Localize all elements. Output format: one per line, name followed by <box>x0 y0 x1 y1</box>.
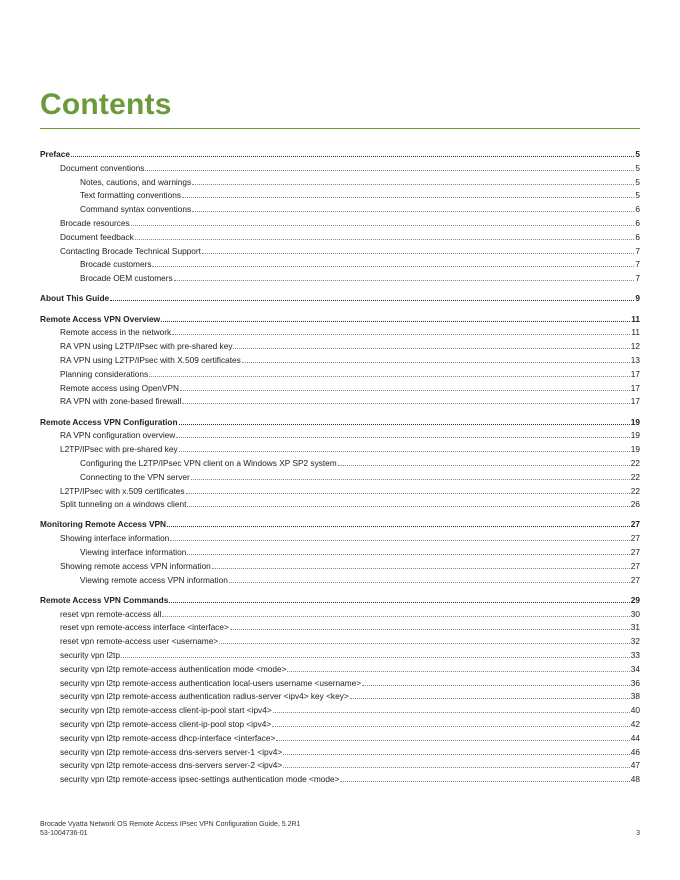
toc-entry[interactable] <box>40 217 640 231</box>
toc-entry[interactable] <box>40 443 640 457</box>
toc-entry[interactable] <box>40 649 640 663</box>
footer-part-number: 53-1004736-01 <box>40 829 88 837</box>
toc-dot-leader <box>192 205 634 212</box>
toc-entry[interactable] <box>40 485 640 499</box>
toc-entry[interactable] <box>40 574 640 588</box>
toc-page-number: 36 <box>630 677 640 688</box>
toc-dot-leader <box>186 487 630 494</box>
toc-entry-title: Remote access using OpenVPN <box>60 382 179 393</box>
toc-entry[interactable] <box>40 162 640 176</box>
toc-entry[interactable] <box>40 189 640 203</box>
toc-dot-leader <box>170 534 629 541</box>
toc-dot-leader <box>179 445 630 452</box>
toc-entry-title: Command syntax conventions <box>80 204 192 215</box>
toc-page-number: 11 <box>631 327 640 338</box>
toc-dot-leader <box>161 315 630 322</box>
toc-dot-leader <box>338 459 630 466</box>
toc-entry[interactable] <box>40 395 640 409</box>
toc-page-number: 27 <box>630 547 640 558</box>
toc-dot-leader <box>179 418 630 425</box>
toc-entry-title: Configuring the L2TP/IPsec VPN client on a Windows XP SP2 system <box>80 457 337 468</box>
toc-dot-leader <box>229 576 630 583</box>
toc-page-number: 34 <box>630 663 640 674</box>
toc-page-number: 19 <box>630 416 640 427</box>
toc-entry[interactable] <box>40 498 640 512</box>
toc-page-number: 22 <box>630 471 640 482</box>
toc-page-number: 9 <box>635 293 640 304</box>
toc-entry-title: reset vpn remote-access user <username> <box>60 636 219 647</box>
toc-page-number: 27 <box>630 574 640 585</box>
toc-entry-title: Brocade customers <box>80 259 152 270</box>
toc-page-number: 48 <box>630 774 640 785</box>
toc-entry-title: Viewing interface information <box>80 547 187 558</box>
toc-entry-title: security vpn l2tp remote-access dns-servers server-2 <ipv4> <box>60 760 283 771</box>
toc-entry[interactable] <box>40 532 640 546</box>
toc-entry[interactable] <box>40 773 640 787</box>
toc-dot-leader <box>152 260 634 267</box>
page-footer <box>40 821 640 838</box>
toc-dot-leader <box>149 370 630 377</box>
toc-page-number: 17 <box>630 368 640 379</box>
toc-page-number: 27 <box>630 533 640 544</box>
toc-dot-leader <box>212 562 630 569</box>
toc-dot-leader <box>340 775 629 782</box>
toc-entry[interactable] <box>40 258 640 272</box>
toc-dot-leader <box>162 610 629 617</box>
toc-entry[interactable] <box>40 340 640 354</box>
toc-entry-title: Document feedback <box>60 231 134 242</box>
toc-page-number: 5 <box>635 149 640 159</box>
toc-entry[interactable] <box>40 457 640 471</box>
toc-entry[interactable] <box>40 546 640 560</box>
toc-page-number: 44 <box>630 732 640 743</box>
toc-page-number: 7 <box>635 245 640 256</box>
toc-page-number: 29 <box>630 594 640 605</box>
title-rule <box>40 128 640 129</box>
toc-entry-title: security vpn l2tp remote-access authentication mode <mode> <box>60 663 287 674</box>
toc-entry[interactable] <box>40 231 640 245</box>
toc-dot-leader <box>182 397 629 404</box>
toc-entry-title: security vpn l2tp remote-access client-ip-pool start <ipv4> <box>60 705 272 716</box>
toc-page-number: 22 <box>630 485 640 496</box>
toc-entry-title: security vpn l2tp <box>60 650 120 661</box>
toc-entry[interactable] <box>40 635 640 649</box>
footer-document-title: Brocade Vyatta Network OS Remote Access IPsec VPN Configuration Guide, 5.2R1 <box>40 821 301 828</box>
toc-dot-leader <box>191 473 630 480</box>
toc-chapter-entry[interactable] <box>40 313 640 327</box>
toc-page-number: 22 <box>630 457 640 468</box>
toc-entry-title: security vpn l2tp remote-access authentication local-users username <username> <box>60 677 362 688</box>
toc-dot-leader <box>283 748 630 755</box>
toc-entry-title: Remote Access VPN Commands <box>40 594 169 605</box>
toc-entry[interactable] <box>40 176 640 190</box>
toc-entry[interactable] <box>40 471 640 485</box>
toc-dot-leader <box>182 191 634 198</box>
toc-entry[interactable] <box>40 759 640 773</box>
toc-entry[interactable] <box>40 746 640 760</box>
toc-page-number: 40 <box>630 705 640 716</box>
toc-entry[interactable] <box>40 718 640 732</box>
toc-entry-title: security vpn l2tp remote-access client-ip-pool stop <ipv4> <box>60 719 272 730</box>
toc-dot-leader <box>174 274 634 281</box>
toc-dot-leader <box>233 342 629 349</box>
toc-entry-title: security vpn l2tp remote-access dns-servers server-1 <ipv4> <box>60 746 283 757</box>
toc-dot-leader <box>276 734 629 741</box>
toc-entry[interactable] <box>40 272 640 286</box>
toc-dot-leader <box>131 219 634 226</box>
toc-dot-leader <box>172 328 630 335</box>
toc-page-number: 17 <box>630 396 640 407</box>
toc-entry-title: Brocade OEM customers <box>80 273 173 284</box>
toc-page-number: 6 <box>635 204 640 215</box>
toc-chapter-entry[interactable] <box>40 594 640 608</box>
toc-entry-title: Remote Access VPN Overview <box>40 313 161 324</box>
page-title: Contents <box>40 88 172 121</box>
toc-entry[interactable] <box>40 621 640 635</box>
toc-page-number: 6 <box>635 231 640 242</box>
toc-entry-title: Notes, cautions, and warnings <box>80 176 192 187</box>
toc-entry-title: Contacting Brocade Technical Support <box>60 245 201 256</box>
toc-dot-leader <box>272 720 630 727</box>
toc-dot-leader <box>192 178 634 185</box>
toc-dot-leader <box>219 637 630 644</box>
toc-entry-title: security vpn l2tp remote-access ipsec-settings authentication mode <mode> <box>60 774 340 785</box>
toc-dot-leader <box>350 692 630 699</box>
toc-entry-title: RA VPN with zone-based firewall <box>60 396 182 407</box>
toc-dot-leader <box>287 665 629 672</box>
toc-page-number: 12 <box>630 341 640 352</box>
toc-page-number: 5 <box>635 190 640 201</box>
toc-entry[interactable] <box>40 382 640 396</box>
toc-entry-title: Document conventions <box>60 162 145 173</box>
toc-entry-title: Brocade resources <box>60 217 130 228</box>
toc-chapter-entry[interactable] <box>40 518 640 532</box>
toc-entry-title: reset vpn remote-access interface <interface> <box>60 622 229 633</box>
toc-entry[interactable] <box>40 354 640 368</box>
toc-entry-title: security vpn l2tp remote-access dhcp-interface <interface> <box>60 732 276 743</box>
toc-entry-title: security vpn l2tp remote-access authentication radius-server <ipv4> key <key> <box>60 691 349 702</box>
toc-dot-leader <box>110 294 634 301</box>
toc-dot-leader <box>169 596 629 603</box>
toc-page-number: 31 <box>630 622 640 633</box>
toc-chapter-entry[interactable] <box>40 292 640 306</box>
toc-entry[interactable] <box>40 203 640 217</box>
toc-entry-title: RA VPN using L2TP/IPsec with pre-shared key <box>60 341 233 352</box>
toc-entry[interactable] <box>40 326 640 340</box>
toc-entry-title: Remote access in the network <box>60 327 172 338</box>
toc-dot-leader <box>187 500 629 507</box>
toc-dot-leader <box>242 356 630 363</box>
toc-entry-title: Text formatting conventions <box>80 190 181 201</box>
toc-entry[interactable] <box>40 245 640 259</box>
toc-chapter-entry[interactable] <box>40 148 640 162</box>
toc-dot-leader <box>135 233 634 240</box>
toc-page-number: 30 <box>630 608 640 619</box>
toc-entry-title: reset vpn remote-access all <box>60 608 162 619</box>
toc-page-number: 33 <box>630 650 640 661</box>
toc-entry-title: RA VPN using L2TP/IPsec with X.509 certificates <box>60 354 241 365</box>
toc-entry[interactable] <box>40 560 640 574</box>
toc-page-number: 46 <box>630 746 640 757</box>
toc-page-number: 32 <box>630 636 640 647</box>
toc-page-number: 17 <box>630 382 640 393</box>
toc-page-number: 13 <box>630 354 640 365</box>
toc-entry[interactable] <box>40 368 640 382</box>
toc-dot-leader <box>145 164 634 171</box>
toc-dot-leader <box>202 247 634 254</box>
toc-page-number: 27 <box>630 560 640 571</box>
toc-dot-leader <box>187 548 629 555</box>
toc-chapter-entry[interactable] <box>40 416 640 430</box>
toc-dot-leader <box>230 623 630 630</box>
toc-dot-leader <box>180 384 630 391</box>
toc-dot-leader <box>273 706 630 713</box>
toc-page-number: 7 <box>635 273 640 284</box>
toc-page-number: 7 <box>635 259 640 270</box>
toc-page-number: 42 <box>630 719 640 730</box>
toc-entry[interactable] <box>40 732 640 746</box>
toc-entry-title: Showing remote access VPN information <box>60 560 211 571</box>
toc-entry-title: RA VPN configuration overview <box>60 430 176 441</box>
toc-page-number: 5 <box>635 176 640 187</box>
toc-page-number: 26 <box>630 499 640 510</box>
toc-entry-title: Preface <box>40 149 70 159</box>
toc-entry-title: About This Guide <box>40 293 110 304</box>
toc-dot-leader <box>71 150 634 157</box>
toc-entry-title: Split tunneling on a windows client <box>60 499 187 510</box>
toc-entry[interactable] <box>40 704 640 718</box>
toc-entry-title: Monitoring Remote Access VPN <box>40 519 167 530</box>
toc-dot-leader <box>121 651 630 658</box>
footer-page-number: 3 <box>636 829 640 837</box>
toc-entry-title: Planning considerations <box>60 368 149 379</box>
toc-entry-title: Connecting to the VPN server <box>80 471 190 482</box>
toc-dot-leader <box>283 761 630 768</box>
toc-page-number: 11 <box>631 313 640 324</box>
toc-dot-leader <box>176 431 629 438</box>
toc-entry-title: Remote Access VPN Configuration <box>40 416 178 427</box>
toc-entry-title: L2TP/IPsec with x.509 certificates <box>60 485 185 496</box>
toc-entry-title: Viewing remote access VPN information <box>80 574 228 585</box>
toc-entry[interactable] <box>40 663 640 677</box>
toc-entry[interactable] <box>40 677 640 691</box>
toc-page-number: 38 <box>630 691 640 702</box>
toc-page-number: 19 <box>630 430 640 441</box>
toc-entry[interactable] <box>40 608 640 622</box>
toc-page-number: 19 <box>630 444 640 455</box>
toc-dot-leader <box>362 679 630 686</box>
toc-page-number: 27 <box>630 519 640 530</box>
toc-page-number: 5 <box>635 162 640 173</box>
toc-entry-title: Showing interface information <box>60 533 170 544</box>
toc-entry[interactable] <box>40 690 640 704</box>
table-of-contents <box>40 148 640 787</box>
toc-entry-title: L2TP/IPsec with pre-shared key <box>60 444 178 455</box>
toc-entry[interactable] <box>40 429 640 443</box>
toc-page-number: 6 <box>635 217 640 228</box>
toc-page-number: 47 <box>630 760 640 771</box>
toc-dot-leader <box>167 520 630 527</box>
